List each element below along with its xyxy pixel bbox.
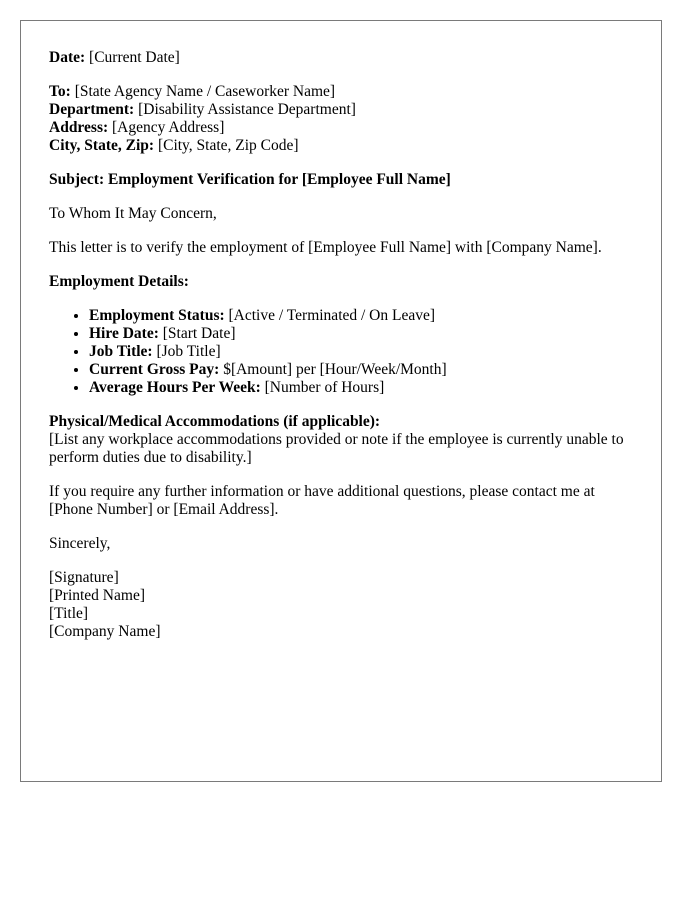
subject-text: Subject: Employment Verification for [Employee Full Name] [49, 171, 451, 188]
accommodations-block [49, 413, 633, 467]
closing: Sincerely, [49, 535, 111, 552]
printed-name: [Printed Name] [49, 587, 145, 604]
list-item [89, 343, 633, 361]
city-value: [City, State, Zip Code] [154, 137, 299, 154]
recipient-city-line [49, 137, 633, 155]
employment-details-heading [49, 273, 633, 291]
signature-placeholder: [Signature] [49, 569, 119, 586]
list-item [89, 379, 633, 397]
accommodations-text: [List any workplace accommodations provided or note if the employee is currently unable to perform duties due to disability.] [49, 431, 624, 466]
list-item-value: [Active / Terminated / On Leave] [224, 307, 436, 324]
list-item-label: Average Hours Per Week: [89, 379, 261, 396]
list-item [89, 361, 633, 379]
list-item-value: [Number of Hours] [260, 379, 385, 396]
recipient-address-line [49, 119, 633, 137]
employment-details-list [49, 307, 633, 397]
date-value: [Current Date] [85, 49, 180, 66]
department-label: Department: [49, 101, 135, 118]
list-item-value: [Start Date] [158, 325, 236, 342]
date-label: Date: [49, 49, 86, 66]
employment-details-heading-text: Employment Details: [49, 273, 189, 290]
list-item [89, 325, 633, 343]
department-value: [Disability Assistance Department] [134, 101, 356, 118]
recipient-block [49, 83, 633, 155]
list-item-value: [Job Title] [152, 343, 221, 360]
subject-line [49, 171, 633, 189]
accommodations-heading: Physical/Medical Accommodations (if applicable): [49, 413, 381, 430]
to-value: [State Agency Name / Caseworker Name] [70, 83, 336, 100]
signature-block [49, 569, 633, 641]
list-item [89, 307, 633, 325]
address-value: [Agency Address] [108, 119, 225, 136]
list-item-label: Employment Status: [89, 307, 225, 324]
list-item-value: $[Amount] per [Hour/Week/Month] [219, 361, 447, 378]
to-label: To: [49, 83, 71, 100]
recipient-to-line [49, 83, 633, 101]
intro-paragraph: This letter is to verify the employment of [Employee Full Name] with [Company Name]. [49, 239, 602, 256]
list-item-label: Current Gross Pay: [89, 361, 220, 378]
greeting: To Whom It May Concern, [49, 205, 217, 222]
list-item-label: Hire Date: [89, 325, 159, 342]
address-label: Address: [49, 119, 109, 136]
recipient-department-line [49, 101, 633, 119]
letter-page [20, 20, 662, 782]
city-label: City, State, Zip: [49, 137, 155, 154]
date-line [49, 49, 633, 67]
list-item-label: Job Title: [89, 343, 153, 360]
signer-title: [Title] [49, 605, 89, 622]
contact-paragraph: If you require any further information or have additional questions, please contact me at [Phone Number] or [Email Address]. [49, 483, 595, 518]
company-name: [Company Name] [49, 623, 161, 640]
